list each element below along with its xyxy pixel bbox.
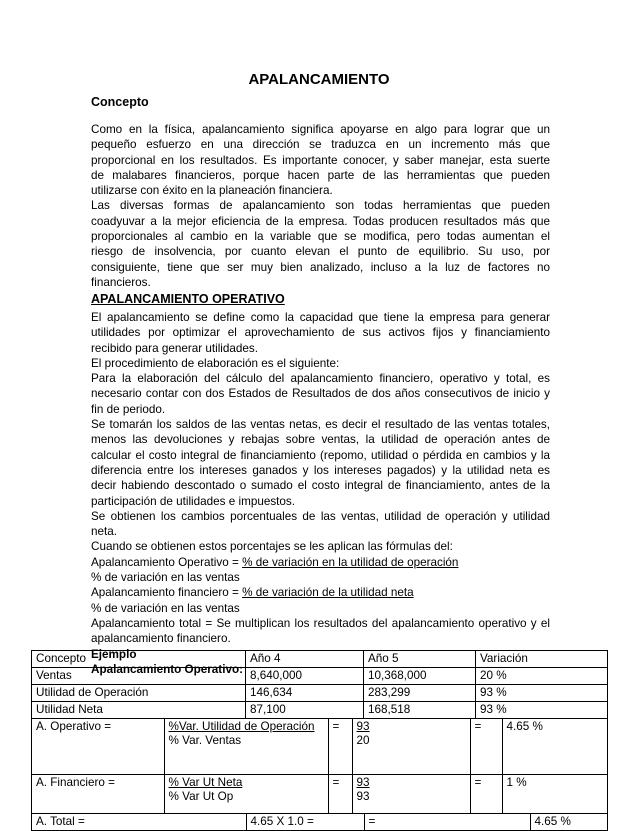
formula-operativo-numerator: % de variación en la utilidad de operación <box>242 555 459 569</box>
text-line: riesgo de insolvencia, por cuanto elevan el punto de equilibrio. Su uso, por <box>91 245 550 259</box>
operativo-value-numerator: 93 <box>356 720 370 733</box>
operativo-row <box>32 719 608 775</box>
formula-operativo-denominator: % de variación en las ventas <box>91 571 240 585</box>
text-line: Cuando se obtienen estos porcentajes se les aplican las fórmulas del: <box>91 540 453 554</box>
table-cell: 93 % <box>476 702 608 719</box>
formula-financiero <box>91 585 550 600</box>
text-line: utilizarse con éxito en la planeación financiera. <box>91 184 333 198</box>
equals-sign: = <box>328 719 352 774</box>
table-cell: Utilidad Neta <box>32 702 246 719</box>
total-expression: 4.65 X 1.0 = <box>246 814 364 830</box>
financiero-calc <box>32 775 608 814</box>
table-header-cell: Variación <box>476 651 608 668</box>
financiero-denominator: % Var Ut Op <box>168 790 234 803</box>
operativo-paragraph <box>91 310 550 677</box>
formula-financiero-numerator: % de variación de la utilidad neta <box>242 586 414 600</box>
formula-operativo <box>91 555 550 570</box>
total-line: apalancamiento financiero. <box>91 632 231 646</box>
financiero-value-denominator: 93 <box>356 790 370 803</box>
table-row <box>32 685 608 702</box>
operativo-heading: APALANCAMIENTO OPERATIVO <box>91 292 285 306</box>
operativo-values <box>352 719 470 774</box>
financiero-row <box>32 775 608 814</box>
table-row <box>32 702 608 719</box>
operativo-calc <box>32 719 608 775</box>
table-header-cell: Año 5 <box>364 651 476 668</box>
formula-operativo-prefix: Apalancamiento Operativo = <box>91 555 243 569</box>
text-line: El procedimiento de elaboración es el siguiente: <box>91 356 340 370</box>
table-row <box>32 668 608 685</box>
operativo-formula <box>164 719 328 774</box>
text-line: financieros. <box>91 275 151 289</box>
equals-sign: = <box>364 814 530 830</box>
table-cell: 8,640,000 <box>246 668 364 685</box>
text-line: recibido para generar utilidades. <box>91 341 258 355</box>
table-header-cell: Concepto <box>32 651 246 668</box>
formula-financiero-prefix: Apalancamiento financiero = <box>91 586 243 600</box>
text-line: decir habiendo descontado o sumado el costo integral de financiamiento, antes de la <box>91 479 550 493</box>
text-line: utilidades por optimizar el aprovechamiento de sus activos fijos y financiamiento <box>91 326 550 340</box>
financiero-formula <box>164 775 328 813</box>
text-line: participación de utilidades e impuestos. <box>91 494 296 508</box>
text-line: Se obtienen los cambios porcentuales de las ventas, utilidad de operación y utilidad <box>91 509 550 523</box>
table-header-row <box>32 651 608 668</box>
equals-sign: = <box>328 775 352 813</box>
table-cell: 87,100 <box>246 702 364 719</box>
operativo-value-denominator: 20 <box>356 734 370 747</box>
total-result: 4.65 % <box>534 815 571 828</box>
operativo-label: A. Operativo = <box>32 719 164 774</box>
table-cell: 283,299 <box>364 685 476 702</box>
text-line: Las diversas formas de apalancamiento son todas herramientas que pueden <box>91 199 550 213</box>
page-title: APALANCAMIENTO <box>248 71 390 88</box>
text-line: calcular el costo integral de financiamiento (repomo, utilidad o pérdida en cambios y la <box>91 448 550 462</box>
table-cell: 20 % <box>476 668 608 685</box>
text-line: proporcionales al cambio en la variable que se modifica, pero todas aumentan el <box>91 230 550 244</box>
text-line: Para la elaboración del cálculo del apalancamiento financiero, operativo y total, es <box>91 372 550 386</box>
ejemplo-label: Ejemplo <box>91 647 137 661</box>
text-line: El apalancamiento se define como la capacidad que tiene la empresa para generar <box>91 311 550 324</box>
operativo-numerator: %Var. Utilidad de Operación <box>168 720 315 733</box>
table-cell: Utilidad de Operación <box>32 685 246 702</box>
text-line: fin de periodo. <box>91 402 166 416</box>
equals-sign: = <box>470 719 502 774</box>
table-header-cell: Año 4 <box>246 651 364 668</box>
financiero-values <box>352 775 470 813</box>
text-line: diferencia entre los intereses ganados y los intereses pagados) y la utilidad neta es <box>91 463 550 477</box>
operativo-result: 4.65 % <box>506 720 543 733</box>
text-line: neta. <box>91 525 117 539</box>
text-line: de malabares financieros, porque hacen parte de las herramientas que pueden <box>91 168 550 182</box>
total-row <box>32 814 608 831</box>
table-cell: 146,634 <box>246 685 364 702</box>
total-calc <box>32 814 608 831</box>
text-line: Como en la física, apalancamiento significa apoyarse en algo para lograr que un <box>91 123 550 136</box>
table-cell: 168,518 <box>364 702 476 719</box>
concepto-paragraph <box>91 122 550 290</box>
equals-sign: = <box>470 775 502 813</box>
operativo-denominator: % Var. Ventas <box>168 734 242 747</box>
text-line: proporcional en los resultados. Es importante conocer, y saber manejar, esta suerte <box>91 153 550 167</box>
concepto-heading: Concepto <box>91 95 149 109</box>
financiero-value-numerator: 93 <box>356 776 370 789</box>
text-line: coadyuvar a la mejor eficiencia de la empresa. Todas producen resultados más que <box>91 214 550 228</box>
total-line: Apalancamiento total = Se multiplican los resultados del apalancamiento operativo y el <box>91 616 550 630</box>
ejemplo-subtitle: Apalancamiento Operativo: <box>91 662 243 676</box>
table-cell: Ventas <box>32 668 246 685</box>
table-cell: 10,368,000 <box>364 668 476 685</box>
text-line: consiguiente, tiene que ser muy bien analizado, incluso a la luz de factores no <box>91 260 550 274</box>
text-line: menos las devoluciones y rebajas sobre ventas, la utilidad de operación antes de <box>91 433 550 447</box>
financiero-label: A. Financiero = <box>32 775 164 813</box>
financiero-result: 1 % <box>506 776 527 789</box>
text-line: Se tomarán los saldos de las ventas netas, es decir el resultado de las ventas totales, <box>91 418 550 432</box>
table-cell: 93 % <box>476 685 608 702</box>
formula-financiero-denominator: % de variación en las ventas <box>91 601 240 615</box>
leverage-table <box>31 650 608 831</box>
financiero-numerator: % Var Ut Neta <box>168 776 243 789</box>
text-line: necesario contar con dos Estados de Resultados de dos años consecutivos de inicio y <box>91 387 550 401</box>
text-line: pequeño esfuerzo en una dirección se traduzca en un incremento más que <box>91 138 550 152</box>
total-label: A. Total = <box>32 814 246 830</box>
